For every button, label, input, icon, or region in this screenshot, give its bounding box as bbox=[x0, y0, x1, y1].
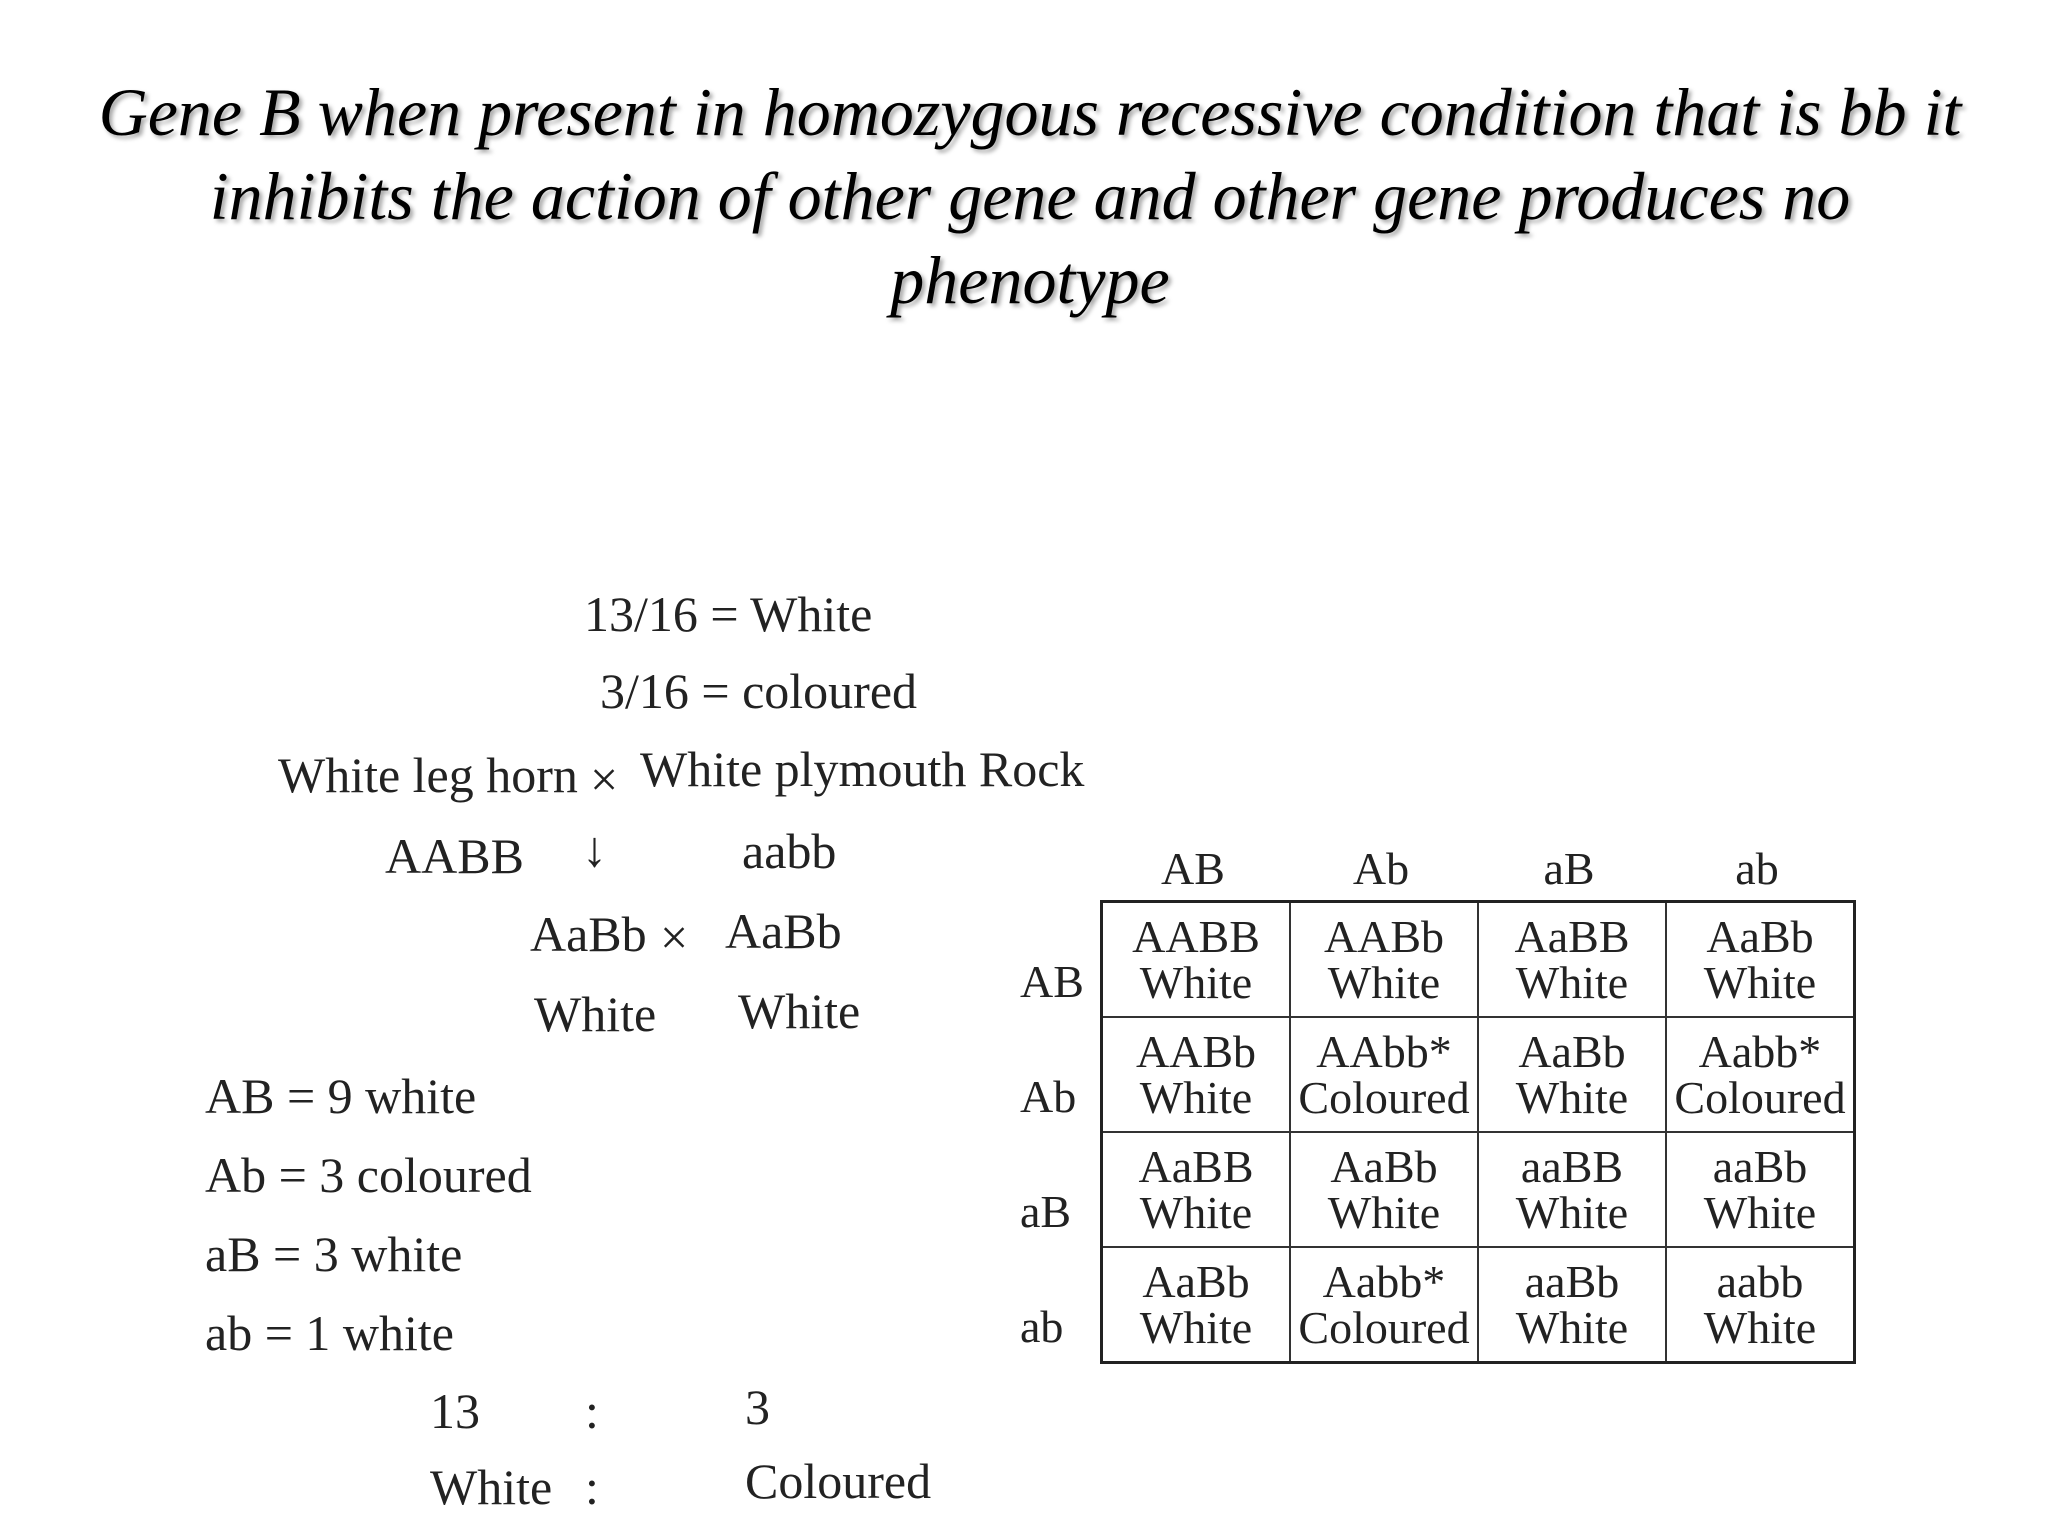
f1-cross-symbol: × bbox=[660, 909, 689, 965]
cell-genotype: AaBb bbox=[1518, 1025, 1626, 1077]
punnett-row bbox=[1102, 1017, 1855, 1132]
down-arrow-icon: ↓ bbox=[582, 821, 607, 877]
ratio-coloured: 3/16 = coloured bbox=[600, 663, 918, 719]
punnett-col-header: aB bbox=[1543, 843, 1595, 894]
cell-genotype: Aabb* bbox=[1698, 1025, 1822, 1077]
cell-phenotype: White bbox=[1327, 956, 1441, 1008]
punnett-row-header: Ab bbox=[1020, 1071, 1077, 1122]
cell-phenotype: White bbox=[1139, 956, 1253, 1008]
cell-genotype: aabb bbox=[1716, 1255, 1804, 1307]
punnett-col-header: Ab bbox=[1352, 843, 1410, 894]
ratio-label-white: White bbox=[430, 1459, 553, 1515]
ratio-white: 13/16 = White bbox=[584, 586, 873, 642]
cell-genotype: AaBB bbox=[1514, 910, 1630, 962]
ratio-number-coloured: 3 bbox=[745, 1379, 770, 1435]
cell-genotype: AaBb bbox=[1142, 1255, 1250, 1307]
punnett-cell bbox=[1290, 1017, 1478, 1132]
punnett-cell bbox=[1102, 1132, 1291, 1247]
cell-phenotype: White bbox=[1703, 1186, 1817, 1238]
f1-genotype-right: AaBb bbox=[725, 903, 842, 959]
punnett-cell bbox=[1290, 1247, 1478, 1363]
punnett-cell bbox=[1666, 1132, 1855, 1247]
punnett-col-header: AB bbox=[1161, 843, 1225, 894]
summary-ab-upper: AB = 9 white bbox=[205, 1068, 477, 1124]
punnett-cell bbox=[1666, 1247, 1855, 1363]
punnett-row bbox=[1102, 1247, 1855, 1363]
punnett-cell bbox=[1666, 1017, 1855, 1132]
punnett-row bbox=[1102, 902, 1855, 1018]
ratio-number-white: 13 bbox=[430, 1383, 480, 1439]
cell-phenotype: White bbox=[1139, 1071, 1253, 1123]
punnett-cell bbox=[1478, 1132, 1666, 1247]
cell-phenotype: White bbox=[1515, 956, 1629, 1008]
punnett-cell bbox=[1102, 902, 1291, 1018]
ratio-colon: : bbox=[585, 1383, 599, 1439]
punnett-row-header: aB bbox=[1020, 1186, 1072, 1237]
cell-genotype: AABb bbox=[1135, 1025, 1257, 1077]
cell-phenotype: White bbox=[1515, 1301, 1629, 1353]
cell-genotype: AAbb* bbox=[1316, 1025, 1452, 1077]
cell-genotype: AaBB bbox=[1138, 1140, 1254, 1192]
summary-ab-coloured: Ab = 3 coloured bbox=[205, 1147, 532, 1203]
cross-symbol: × bbox=[590, 751, 619, 807]
punnett-cell bbox=[1290, 902, 1478, 1018]
punnett-row-header: AB bbox=[1020, 956, 1084, 1007]
cell-phenotype: White bbox=[1703, 1301, 1817, 1353]
parent2-genotype: aabb bbox=[742, 823, 837, 879]
cell-genotype: AABB bbox=[1132, 910, 1260, 962]
cell-genotype: AaBb bbox=[1330, 1140, 1438, 1192]
cell-phenotype: Coloured bbox=[1298, 1071, 1470, 1123]
ratio-label-coloured: Coloured bbox=[745, 1453, 932, 1509]
cell-phenotype: White bbox=[1139, 1301, 1253, 1353]
cell-phenotype: Coloured bbox=[1674, 1071, 1846, 1123]
punnett-cell bbox=[1478, 902, 1666, 1018]
f1-genotype-left: AaBb bbox=[530, 906, 647, 962]
summary-ab-white: aB = 3 white bbox=[205, 1226, 463, 1282]
cell-phenotype: White bbox=[1703, 956, 1817, 1008]
parent1-genotype: AABB bbox=[385, 828, 524, 884]
ratio-colon-2: : bbox=[585, 1459, 599, 1515]
punnett-cell bbox=[1102, 1247, 1291, 1363]
cell-phenotype: White bbox=[1515, 1071, 1629, 1123]
f1-phenotype-right: White bbox=[738, 983, 861, 1039]
punnett-row bbox=[1102, 1132, 1855, 1247]
punnett-cell bbox=[1290, 1132, 1478, 1247]
cell-phenotype: White bbox=[1139, 1186, 1253, 1238]
cell-genotype: Aabb* bbox=[1322, 1255, 1446, 1307]
summary-ab-recessive: ab = 1 white bbox=[205, 1305, 454, 1361]
slide-title: Gene B when present in homozygous recessive condition that is bb it inhibits the action of other gene and other gene produces no phenotype bbox=[98, 74, 1962, 318]
cell-genotype: AABb bbox=[1323, 910, 1445, 962]
parent1-label: White leg horn bbox=[278, 747, 578, 803]
parent2-label: White plymouth Rock bbox=[640, 741, 1085, 797]
punnett-cell bbox=[1666, 902, 1855, 1018]
punnett-cell bbox=[1478, 1247, 1666, 1363]
punnett-cell bbox=[1102, 1017, 1291, 1132]
punnett-col-header: ab bbox=[1735, 843, 1779, 894]
punnett-row-header: ab bbox=[1020, 1301, 1064, 1352]
f1-phenotype-left: White bbox=[534, 986, 657, 1042]
cell-phenotype: White bbox=[1327, 1186, 1441, 1238]
punnett-cell bbox=[1478, 1017, 1666, 1132]
cell-genotype: aaBb bbox=[1712, 1140, 1808, 1192]
cell-phenotype: White bbox=[1515, 1186, 1629, 1238]
cell-genotype: aaBb bbox=[1524, 1255, 1620, 1307]
cell-genotype: AaBb bbox=[1706, 910, 1814, 962]
cell-phenotype: Coloured bbox=[1298, 1301, 1470, 1353]
punnett-square bbox=[1100, 900, 1856, 1364]
cell-genotype: aaBB bbox=[1520, 1140, 1624, 1192]
